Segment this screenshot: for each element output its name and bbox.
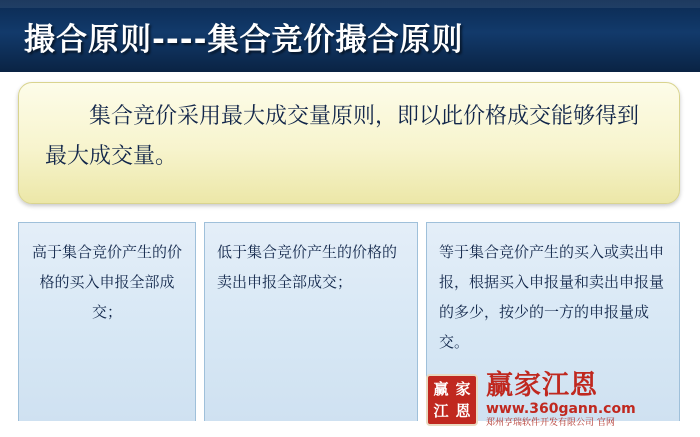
panel-higher-than-price (18, 222, 196, 422)
seal-icon (426, 374, 478, 426)
brand-url: www.360gann.com (486, 400, 636, 417)
callout-box (18, 82, 680, 204)
slide-title: 撮合原则----集合竞价撮合原则 (24, 21, 464, 58)
title-container (24, 6, 690, 66)
callout-text: 集合竞价采用最大成交量原则，即以此价格成交能够得到最大成交量。 (45, 104, 640, 169)
seal-char: 江 (433, 402, 449, 420)
panel-text: 高于集合竞价产生的价格的买入申报全部成交； (31, 243, 182, 321)
slide-title-banner (0, 0, 700, 72)
seal-char: 恩 (455, 402, 471, 420)
brand-name: 赢家江恩 (486, 370, 598, 402)
panel-text: 等于集合竞价产生的买入或卖出申报，根据买入申报量和卖出申报量的多少，按少的一方的申报量成交。 (439, 243, 665, 351)
watermark-logo (426, 367, 694, 433)
seal-char: 赢 (433, 380, 449, 398)
company-name: 郑州亨瑞软件开发有限公司 官网 (486, 418, 615, 429)
panel-lower-than-price (204, 222, 418, 422)
seal-char: 家 (455, 380, 471, 398)
panel-text: 低于集合竞价产生的价格的卖出申报全部成交； (217, 243, 398, 291)
watermark-text-block (486, 371, 636, 429)
